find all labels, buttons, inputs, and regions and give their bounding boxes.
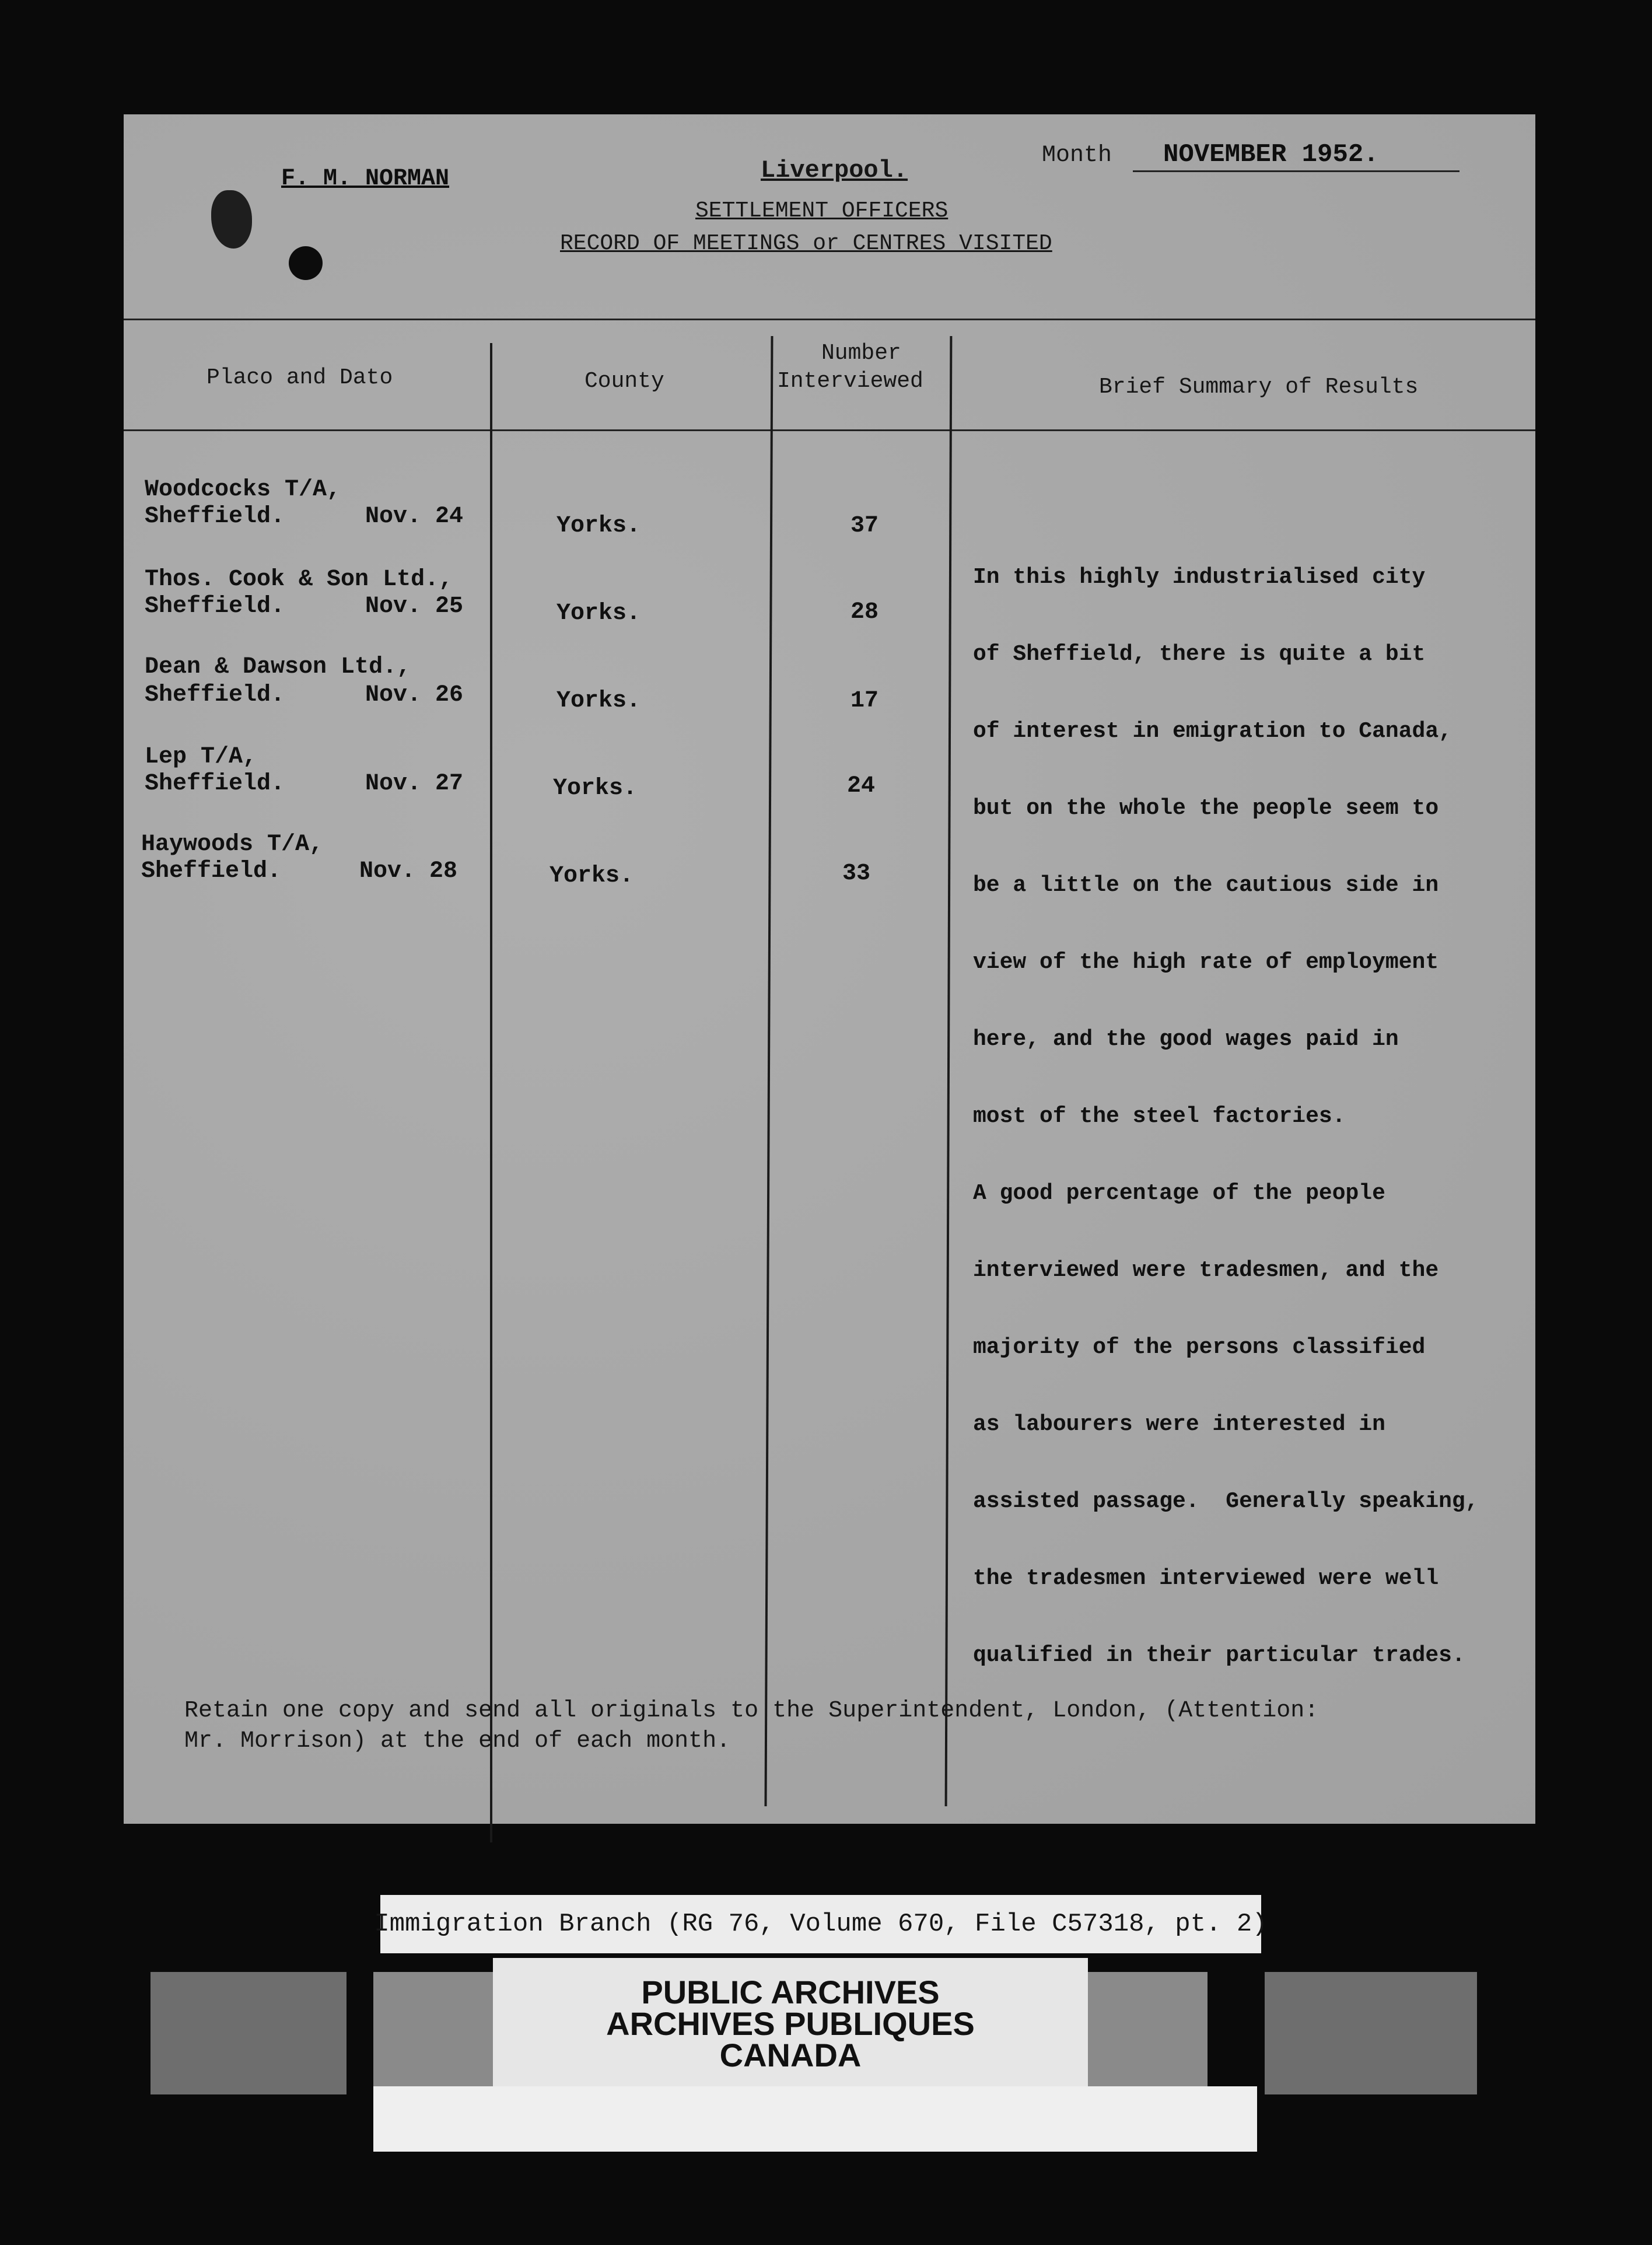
punch-hole [289,246,323,280]
summary-line: view of the high rate of employment [973,950,1439,975]
film-tab-left [150,1972,346,2094]
summary-line: be a little on the cautious side in [973,873,1439,898]
row-number: 17 [850,688,879,714]
row-county: Yorks. [556,513,641,539]
column-divider-3 [945,336,953,1806]
blank-label-strip [373,2086,1257,2152]
month-label: Month [1042,142,1112,169]
column-header-place: Placo and Dato [206,365,393,390]
row-city: Sheffield. [145,593,285,620]
stamp-line: PUBLIC ARCHIVES [641,1974,940,2010]
row-city: Sheffield. [145,503,285,530]
row-place: Haywoods T/A, [141,831,324,858]
row-date: Nov. 27 [365,771,464,797]
summary-line: as labourers were interested in [973,1412,1385,1437]
row-county: Yorks. [556,600,641,627]
form-title-line1: SETTLEMENT OFFICERS [695,198,949,223]
summary-text [973,513,1479,1720]
summary-line: qualified in their particular trades. [973,1643,1465,1668]
form-title-line2: RECORD OF MEETINGS or CENTRES VISITED [560,231,1052,256]
column-divider-2 [765,336,774,1806]
row-number: 37 [850,513,879,539]
column-header-summary: Brief Summary of Results [1099,375,1419,400]
summary-line: but on the whole the people seem to [973,796,1439,821]
row-city: Sheffield. [141,858,282,884]
row-date: Nov. 25 [365,593,464,620]
row-county: Yorks. [550,863,634,889]
row-place: Woodcocks T/A, [145,477,341,503]
row-date: Nov. 26 [365,682,464,708]
row-county: Yorks. [556,688,641,714]
document-page [124,114,1535,1824]
row-city: Sheffield. [145,771,285,797]
column-header-number-line2: Interviewed [777,369,923,394]
office-location: Liverpool. [761,156,908,184]
summary-line: In this highly industrialised city [973,565,1426,590]
month-underline [1133,170,1460,172]
table-top-border [124,319,1535,320]
summary-line: here, and the good wages paid in [973,1027,1399,1052]
row-number: 28 [850,599,879,625]
summary-line: the tradesmen interviewed were well [973,1566,1439,1591]
row-number: 33 [842,861,871,887]
row-date: Nov. 24 [365,503,464,530]
month-value: NOVEMBER 1952. [1163,140,1379,169]
summary-line: most of the steel factories. [973,1104,1346,1129]
row-county: Yorks. [553,775,638,802]
summary-line: majority of the persons classified [973,1335,1426,1360]
stamp-line: CANADA [719,2037,862,2073]
column-divider-1 [490,343,492,1842]
officer-name: F. M. NORMAN [281,166,450,192]
footer-instructions-line1: Retain one copy and send all originals to the Superintendent, London, (Attention: [184,1698,1319,1724]
film-tab-right [1265,1972,1477,2094]
header-bottom-border [124,429,1535,431]
public-archives-stamp [493,1958,1088,2090]
column-header-number-line1: Number [821,341,901,366]
archive-reference-label: Immigration Branch (RG 76, Volume 670, File C57318, pt. 2) [380,1895,1261,1953]
row-place: Lep T/A, [145,744,257,770]
summary-line: interviewed were tradesmen, and the [973,1258,1439,1283]
column-header-county: County [584,369,664,394]
summary-line: of Sheffield, there is quite a bit [973,642,1426,667]
footer-instructions-line2: Mr. Morrison) at the end of each month. [184,1728,731,1754]
ink-blot [211,190,252,249]
film-tab-right-inner [1088,1972,1208,2094]
summary-line: of interest in emigration to Canada, [973,719,1452,744]
summary-line: A good percentage of the people [973,1181,1385,1206]
film-tab-left-inner [373,1972,493,2094]
stamp-line: ARCHIVES PUBLIQUES [606,2005,975,2042]
row-number: 24 [847,773,876,799]
summary-line: assisted passage. Generally speaking, [973,1489,1479,1514]
row-place: Dean & Dawson Ltd., [145,654,411,680]
row-place: Thos. Cook & Son Ltd., [145,567,453,593]
row-city: Sheffield. [145,682,285,708]
row-date: Nov. 28 [359,858,458,884]
